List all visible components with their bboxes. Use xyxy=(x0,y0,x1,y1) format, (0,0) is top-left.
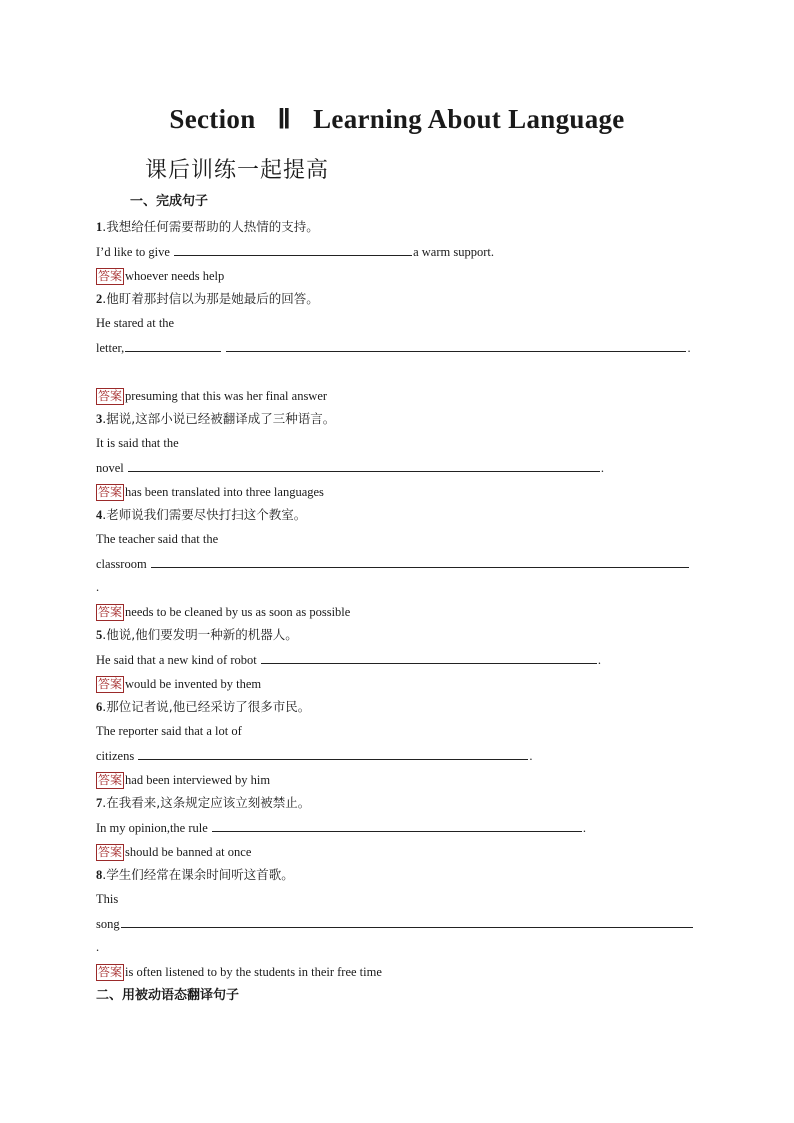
answer-badge: 答案 xyxy=(98,388,123,403)
answer-3: 答案 has been translated into three languages xyxy=(98,484,324,500)
question-2: 2.他盯着那封信以为那是她最后的回答。 xyxy=(96,291,319,306)
answer-blank[interactable] xyxy=(128,456,600,472)
answer-blank[interactable] xyxy=(125,336,221,352)
question-7-sentence: In my opinion,the rule . xyxy=(96,816,586,838)
section-heading-1: 一、完成句子 xyxy=(130,194,209,209)
question-7: 7.在我看来,这条规定应该立刻被禁止。 xyxy=(96,795,311,810)
question-6-sentence: The reporter said that a lot of xyxy=(96,724,242,738)
question-3-sentence-cont: novel . xyxy=(96,456,604,478)
section-heading-2: 二、用被动语态翻译句子 xyxy=(96,988,240,1003)
answer-blank[interactable] xyxy=(212,816,582,832)
question-8-sentence-cont: song xyxy=(96,912,694,934)
page-title: Section Ⅱ Learning About Language xyxy=(169,104,625,134)
page-subtitle: 课后训练一起提高 xyxy=(145,158,330,183)
question-8-period: . xyxy=(96,940,100,954)
answer-badge: 答案 xyxy=(98,484,123,499)
question-5: 5.他说,他们要发明一种新的机器人。 xyxy=(96,627,298,642)
answer-blank[interactable] xyxy=(121,912,693,928)
answer-badge: 答案 xyxy=(98,964,123,979)
question-4-sentence-cont: classroom xyxy=(96,552,690,574)
question-4-period: . xyxy=(96,580,100,594)
answer-blank[interactable] xyxy=(226,336,686,352)
answer-5: 答案 would be invented by them xyxy=(98,676,262,692)
question-6: 6.那位记者说,他已经采访了很多市民。 xyxy=(96,699,311,714)
question-8-sentence: This xyxy=(96,892,119,906)
answer-blank[interactable] xyxy=(151,552,689,568)
answer-8: 答案 is often listened to by the students in their free time xyxy=(98,964,382,980)
question-8: 8.学生们经常在课余时间听这首歌。 xyxy=(96,867,294,882)
answer-7: 答案 should be banned at once xyxy=(98,844,252,860)
question-3-sentence: It is said that the xyxy=(96,436,179,450)
question-6-sentence-cont: citizens . xyxy=(96,744,532,766)
answer-1: 答案 whoever needs help xyxy=(98,268,225,284)
question-4: 4.老师说我们需要尽快打扫这个教室。 xyxy=(96,507,307,522)
answer-badge: 答案 xyxy=(98,844,123,859)
answer-4: 答案 needs to be cleaned by us as soon as possible xyxy=(98,604,351,620)
answer-blank[interactable] xyxy=(261,648,597,664)
question-1: 1.我想给任何需要帮助的人热情的支持。 xyxy=(96,219,319,234)
answer-6: 答案 had been interviewed by him xyxy=(98,772,271,788)
answer-badge: 答案 xyxy=(98,772,123,787)
question-2-sentence: He stared at the xyxy=(96,316,175,330)
answer-badge: 答案 xyxy=(98,268,123,283)
question-4-sentence: The teacher said that the xyxy=(96,532,219,546)
answer-badge: 答案 xyxy=(98,604,123,619)
answer-blank[interactable] xyxy=(138,744,528,760)
answer-blank[interactable] xyxy=(174,240,412,256)
answer-badge: 答案 xyxy=(98,676,123,691)
question-3: 3.据说,这部小说已经被翻译成了三种语言。 xyxy=(96,411,336,426)
question-5-sentence: He said that a new kind of robot . xyxy=(96,648,601,670)
question-1-sentence: I’d like to give a warm support. xyxy=(96,240,494,262)
answer-2: 答案 presuming that this was her final answer xyxy=(98,388,328,404)
question-2-sentence-cont: letter, . xyxy=(96,336,691,358)
